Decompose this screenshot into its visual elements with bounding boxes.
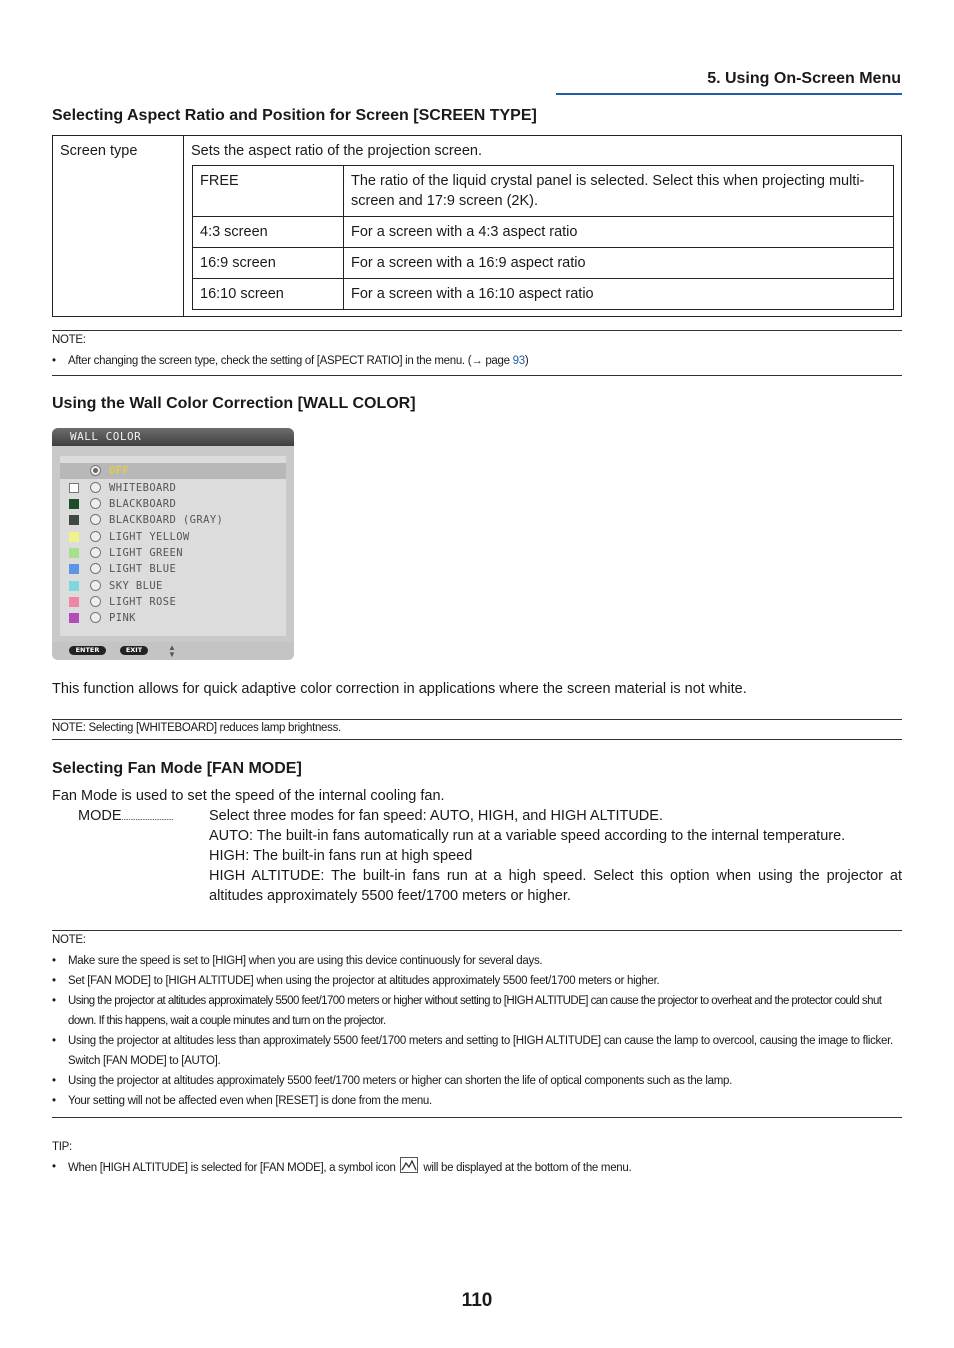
radio-icon[interactable] [90, 514, 101, 525]
wall-color-note: NOTE: Selecting [WHITEBOARD] reduces lamp brightness. [52, 722, 341, 734]
menu-title: WALL COLOR [52, 428, 294, 446]
mode-label: MODE [78, 808, 122, 824]
radio-icon[interactable] [90, 596, 101, 607]
radio-icon[interactable] [90, 563, 101, 574]
screen-type-description: Sets the aspect ratio of the projection screen. [191, 143, 482, 159]
list-item: • Make sure the speed is set to [HIGH] when you are using this device continuously for several days. [52, 955, 543, 967]
radio-icon[interactable] [90, 482, 101, 493]
radio-icon[interactable] [90, 498, 101, 509]
fan-mode-heading: Selecting Fan Mode [FAN MODE] [52, 760, 302, 777]
mode-auto: AUTO: The built-in fans automatically run at a variable speed according to the internal temperature. [209, 828, 846, 844]
menu-item[interactable] [60, 496, 286, 512]
menu-item-label: BLACKBOARD [109, 498, 177, 510]
option-name: FREE [193, 166, 344, 217]
menu-item-label: LIGHT GREEN [109, 547, 183, 559]
tip-label: TIP: [52, 1141, 72, 1153]
wall-color-description: This function allows for quick adaptive color correction in applications where the screen material is not white. [52, 681, 747, 697]
page-number: 110 [461, 1290, 493, 1311]
menu-item[interactable] [60, 578, 286, 594]
screen-type-options-table [192, 165, 894, 310]
chapter-rule [556, 93, 902, 95]
note-label: NOTE: [52, 334, 86, 346]
menu-item-label: LIGHT BLUE [109, 563, 177, 575]
table-row [193, 217, 894, 248]
radio-icon[interactable] [90, 465, 101, 476]
option-desc: For a screen with a 16:9 aspect ratio [344, 248, 894, 279]
menu-item-label: LIGHT YELLOW [109, 531, 190, 543]
table-divider [183, 136, 184, 316]
option-name: 16:10 screen [193, 279, 344, 310]
enter-button[interactable]: ENTER [69, 646, 106, 655]
color-swatch [69, 483, 79, 493]
menu-item-label: SKY BLUE [109, 580, 163, 592]
mode-leader-dots: .............................. [121, 813, 174, 822]
list-item: • Using the projector at altitudes approximately 5500 feet/1700 meters or higher can shorten the life of optical components such as the lamp. [52, 1075, 733, 1087]
mode-line [78, 806, 173, 828]
note-rule-top [52, 330, 902, 331]
radio-icon[interactable] [90, 612, 101, 623]
list-item: • Using the projector at altitudes less than approximately 5500 feet/1700 meters and setting to [HIGH ALTITUDE] can cause the lamp to overcool, causing the image to flicker. Switch [FAN MODE] to [AUTO]. [52, 1035, 893, 1067]
chapter-title: 5. Using On-Screen Menu [707, 70, 901, 87]
option-name: 16:9 screen [193, 248, 344, 279]
color-swatch [69, 548, 79, 558]
color-swatch [69, 532, 79, 542]
tip-text-after: will be displayed at the bottom of the menu. [423, 1162, 632, 1174]
note-rule-bottom [52, 739, 902, 740]
option-desc: For a screen with a 4:3 aspect ratio [344, 217, 894, 248]
menu-item[interactable] [60, 480, 286, 496]
menu-panel [60, 456, 286, 636]
mode-description: Select three modes for fan speed: AUTO, HIGH, and HIGH ALTITUDE. [209, 808, 663, 824]
screen-type-heading: Selecting Aspect Ratio and Position for Screen [SCREEN TYPE] [52, 107, 537, 124]
list-item: • Using the projector at altitudes approximately 5500 feet/1700 meters or higher without setting to [HIGH ALTITUDE] can cause the projector to overheat and the protector could shut down. If this happens, wait a couple minutes and turn on the projector. [52, 995, 882, 1027]
wall-color-menu [52, 428, 294, 660]
option-name: 4:3 screen [193, 217, 344, 248]
fan-notes-list [52, 951, 902, 1111]
menu-item[interactable] [60, 529, 286, 545]
menu-item[interactable] [60, 512, 286, 528]
list-item: • Set [FAN MODE] to [HIGH ALTITUDE] when using the projector at altitudes approximately 5500 feet/1700 meters or higher. [52, 975, 660, 987]
fan-note-label: NOTE: [52, 934, 86, 946]
color-swatch [69, 515, 79, 525]
table-row [193, 248, 894, 279]
tip-text-before: When [HIGH ALTITUDE] is selected for [FAN MODE], a symbol icon [68, 1162, 396, 1174]
color-swatch [69, 613, 79, 623]
color-swatch [69, 597, 79, 607]
exit-button[interactable]: EXIT [120, 646, 148, 655]
menu-footer [52, 642, 294, 660]
menu-item[interactable] [60, 545, 286, 561]
color-swatch [69, 499, 79, 509]
menu-item[interactable] [60, 594, 286, 610]
menu-item[interactable] [60, 610, 286, 626]
menu-item-label: PINK [109, 612, 136, 624]
menu-item-label: WHITEBOARD [109, 482, 177, 494]
radio-icon[interactable] [90, 531, 101, 542]
bullet: • [52, 355, 56, 367]
note-text: After changing the screen type, check the setting of [ASPECT RATIO] in the menu. (→ page [68, 355, 513, 367]
menu-item-label: BLACKBOARD (GRAY) [109, 514, 224, 526]
menu-item[interactable] [60, 561, 286, 577]
screen-type-row-label: Screen type [60, 143, 138, 159]
note-text-wrap [68, 351, 528, 371]
color-swatch [69, 581, 79, 591]
radio-icon[interactable] [90, 547, 101, 558]
note-rule-top [52, 930, 902, 931]
menu-item-label: LIGHT ROSE [109, 596, 177, 608]
color-swatch [69, 564, 79, 574]
table-row [193, 166, 894, 217]
menu-item[interactable] [60, 463, 286, 479]
wall-color-heading: Using the Wall Color Correction [WALL COLOR] [52, 395, 416, 412]
up-down-icon: ▲ ▼ [168, 643, 176, 659]
option-desc: For a screen with a 16:10 aspect ratio [344, 279, 894, 310]
mode-high: HIGH: The built-in fans run at high speed [209, 848, 473, 864]
list-item: • Your setting will not be affected even when [RESET] is done from the menu. [52, 1095, 432, 1107]
fan-mode-intro: Fan Mode is used to set the speed of the internal cooling fan. [52, 788, 445, 804]
high-altitude-icon [400, 1157, 418, 1173]
radio-icon[interactable] [90, 580, 101, 591]
page-link[interactable]: 93 [512, 355, 525, 367]
menu-item-label: OFF [109, 465, 130, 477]
note-rule-bottom [52, 1117, 902, 1118]
note-rule-top [52, 719, 902, 720]
option-desc: The ratio of the liquid crystal panel is selected. Select this when projecting multi-screen and 17:9 screen (2K). [344, 166, 894, 217]
mode-high-altitude: HIGH ALTITUDE: The built-in fans run at a high speed. Select this option when using the projector at altitudes approximately 5500 feet/1700 meters or higher. [209, 868, 902, 904]
table-row [193, 279, 894, 310]
note-rule-bottom [52, 375, 902, 376]
note-close: ) [524, 355, 529, 367]
